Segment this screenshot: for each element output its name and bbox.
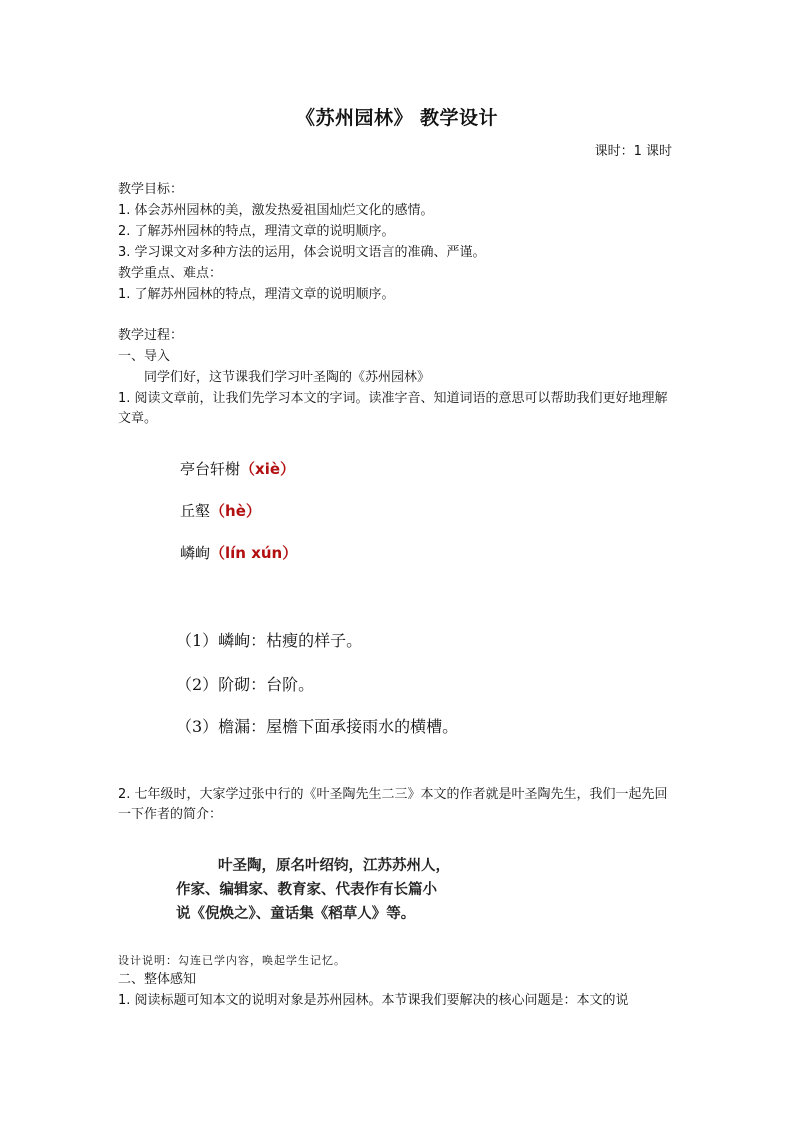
- objective-item: 2. 了解苏州园林的特点，理清文章的说明顺序。: [118, 224, 395, 239]
- step3-text: 1. 阅读标题可知本文的说明对象是苏州园林。本节课我们要解决的核心问题是：本文的说: [118, 993, 629, 1008]
- section-intro-heading: 一、导入: [118, 349, 171, 364]
- page-title: 《苏州园林》 教学设计: [295, 107, 499, 129]
- key-point-item: 1. 了解苏州园林的特点，理清文章的说明顺序。: [118, 287, 395, 302]
- vocab-word: 亭台轩榭: [180, 460, 241, 478]
- vocab-item: [180, 542, 297, 563]
- step2-text: 2. 七年级时，大家学过张中行的《叶圣陶先生二三》本文的作者就是叶圣陶先生，我们一起先回一下作者的简介：: [118, 787, 668, 822]
- vocab-word: 丘壑: [180, 502, 211, 520]
- design-note: 设计说明：勾连已学内容，唤起学生记忆。: [118, 954, 346, 967]
- author-bio-line: 叶圣陶，原名叶绍钧，江苏苏州人，: [218, 857, 450, 874]
- definition-item: （2）阶砌：台阶。: [176, 675, 315, 694]
- vocab-item: [180, 458, 295, 479]
- intro-text: 同学们好，这节课我们学习叶圣陶的《苏州园林》: [144, 370, 431, 385]
- definition-item: （1）嶙峋：枯瘦的样子。: [176, 631, 363, 650]
- vocab-item: [180, 500, 261, 521]
- objective-item: 1. 体会苏州园林的美，激发热爱祖国灿烂文化的感情。: [118, 203, 434, 218]
- class-hours: 课时：1 课时: [594, 144, 672, 159]
- key-points-heading: 教学重点、难点：: [118, 266, 223, 281]
- objective-item: 3. 学习课文对多种方法的运用，体会说明文语言的准确、严谨。: [118, 245, 486, 260]
- objectives-heading: 教学目标：: [118, 182, 184, 197]
- step1-text: 1. 阅读文章前，让我们先学习本文的字词。读准字音、知道词语的意思可以帮助我们更好地理解文章。: [118, 391, 668, 426]
- vocab-pinyin: （hè）: [210, 502, 261, 520]
- author-bio-line: 说《倪焕之》、童话集《稻草人》等。: [176, 905, 416, 922]
- author-bio-line: 作家、编辑家、教育家、代表作有长篇小: [176, 881, 437, 898]
- definition-item: （3）檐漏：屋檐下面承接雨水的横槽。: [176, 717, 459, 736]
- section-overview-heading: 二、整体感知: [118, 972, 197, 987]
- vocab-pinyin: （xiè）: [240, 460, 296, 478]
- vocab-word: 嶙峋: [180, 544, 211, 562]
- process-heading: 教学过程：: [118, 328, 184, 343]
- vocab-pinyin: （lín xún）: [210, 544, 298, 562]
